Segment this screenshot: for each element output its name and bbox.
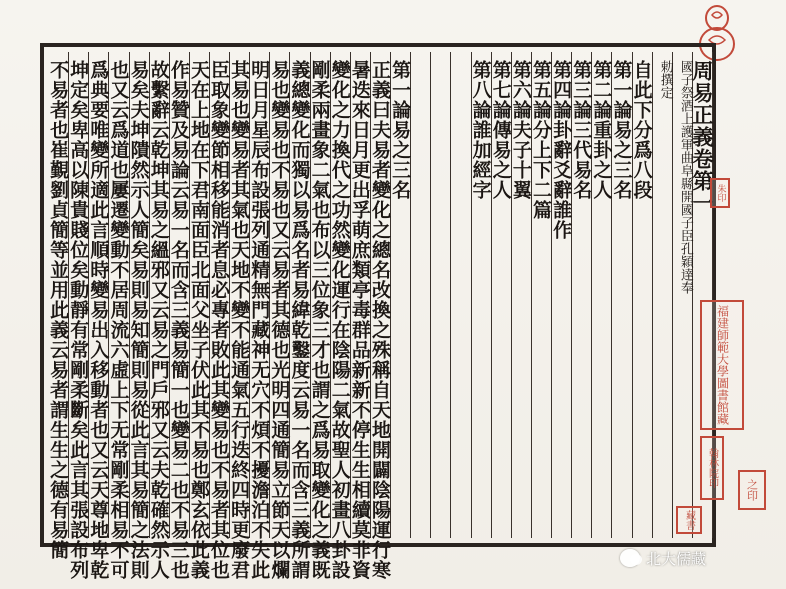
text-column — [471, 52, 492, 538]
text-column — [47, 52, 70, 560]
column-text: 第三論三代易名 — [570, 60, 593, 200]
text-column — [107, 52, 130, 580]
text-column — [167, 52, 190, 580]
text-column — [511, 52, 532, 538]
text-column — [551, 52, 572, 538]
library-seal-2 — [700, 436, 724, 500]
column-text: 坤定矣卑高以陳貴賤位矣動靜有常剛柔斷矣此言其張設布列 — [67, 60, 90, 580]
red-seal-small — [710, 178, 730, 208]
text-column — [652, 52, 673, 538]
column-text: 正義曰夫易者變化之總名改換之殊稱自天地開闢陰陽運行寒 — [369, 60, 392, 580]
column-text: 其易也變易者其氣也天地不變不能通氣五行迭終四時更廢君 — [228, 60, 251, 580]
column-text: 變化之力換代之功然變化運行在陰陽二氣故聖人初畫八卦設 — [328, 60, 351, 580]
column-text: 明日月星辰布設張列通精無門藏神无穴不煩不擾澹泊不失此 — [248, 60, 271, 580]
column-text: 剛柔兩畫象二氣也布以三位象三才也謂之爲易取變化之義既 — [308, 60, 331, 580]
column-text: 周易正義卷第一 — [689, 60, 715, 214]
text-column — [450, 52, 471, 538]
column-text: 易矣夫坤隤然示人簡矣易則易知簡則易從此言其易簡之法則 — [127, 60, 150, 580]
text-column — [208, 52, 231, 580]
column-text: 第七論傳易之人 — [489, 60, 512, 200]
text-column — [308, 52, 331, 580]
text-column — [531, 52, 552, 538]
column-text: 勅撰定 — [657, 60, 673, 99]
column-text: 第一論易之三名 — [610, 60, 633, 200]
column-text: 易也變易也不易也又云易者其德也光明四通簡易立節天以爛 — [268, 60, 291, 580]
watermark-text: 北大儒藏 — [646, 549, 707, 568]
text-column — [67, 52, 90, 580]
text-column — [369, 52, 392, 580]
column-text: 第八論誰加經字 — [469, 60, 492, 200]
text-column — [147, 52, 170, 580]
red-seal-bottom-left — [676, 506, 702, 534]
text-column — [491, 52, 512, 538]
column-text: 自此下分爲八段 — [630, 60, 653, 200]
column-text: 故繫辭云乾坤其易之縕邪又云易之門戶邪又云夫乾確然示人 — [147, 60, 170, 580]
column-text: 不易者也崔覲劉貞簡等並用此義云易者謂生生之德有易簡 — [47, 60, 70, 560]
text-column — [228, 52, 251, 580]
library-seal-1 — [700, 300, 744, 430]
column-text: 第二論重卦之人 — [590, 60, 613, 200]
seal-text: 之印 — [745, 479, 759, 501]
column-text: 第五論分上下二篇 — [529, 60, 552, 220]
text-column — [672, 52, 693, 538]
column-text: 第六論夫子十翼 — [509, 60, 532, 200]
column-text: 暑迭來日月更出孚萌庶類亭毒群品新新不停生生相續莫非資 — [348, 60, 371, 580]
text-column — [410, 52, 431, 538]
text-column — [571, 52, 592, 538]
seal-text: 翰林院印 — [706, 448, 718, 488]
seal-text: 藏書 — [683, 510, 695, 530]
watermark — [620, 546, 706, 570]
column-text: 臣取象變節相移能消者息必專者敗此其變易也不易者其位也 — [208, 60, 231, 580]
column-text: 爲典要唯變所適此言順時變易出入移動者也又云天尊地卑乾 — [87, 60, 110, 580]
column-text: 天在上地在下君南面臣北面父坐子伏此其不易也鄭玄依此義 — [187, 60, 210, 580]
text-column — [591, 52, 612, 538]
text-column — [632, 52, 653, 538]
column-text: 第一論易之三名 — [389, 60, 412, 200]
column-text: 也又云爲道也屢遷變動不居周流六虛上下无常剛柔相易不可 — [107, 60, 130, 580]
text-column — [348, 52, 371, 580]
red-seal-bottom-right — [738, 470, 766, 510]
column-text: 第四論卦辭爻辭誰作 — [550, 60, 573, 240]
text-column — [248, 52, 271, 580]
text-column — [390, 52, 411, 538]
column-text: 國子祭酒上護軍曲阜縣開國子臣孔穎達奉 — [677, 60, 693, 294]
column-text: 義總變化而獨以易爲名者易緯乾鑿度云易一名而含三義所謂 — [288, 60, 311, 580]
column-text: 作易贊及易論云易一名而含三義易簡一也變易二也不易三也 — [167, 60, 190, 580]
text-column — [288, 52, 311, 580]
wechat-icon — [620, 549, 640, 567]
text-column — [328, 52, 351, 580]
text-column — [187, 52, 210, 580]
seal-text: 福建師範大學圖書館藏 — [715, 305, 730, 425]
text-column — [268, 52, 291, 580]
seal-text: 朱印 — [715, 184, 726, 202]
text-column — [611, 52, 632, 538]
text-column — [87, 52, 110, 580]
text-column — [430, 52, 451, 538]
text-column — [127, 52, 150, 580]
